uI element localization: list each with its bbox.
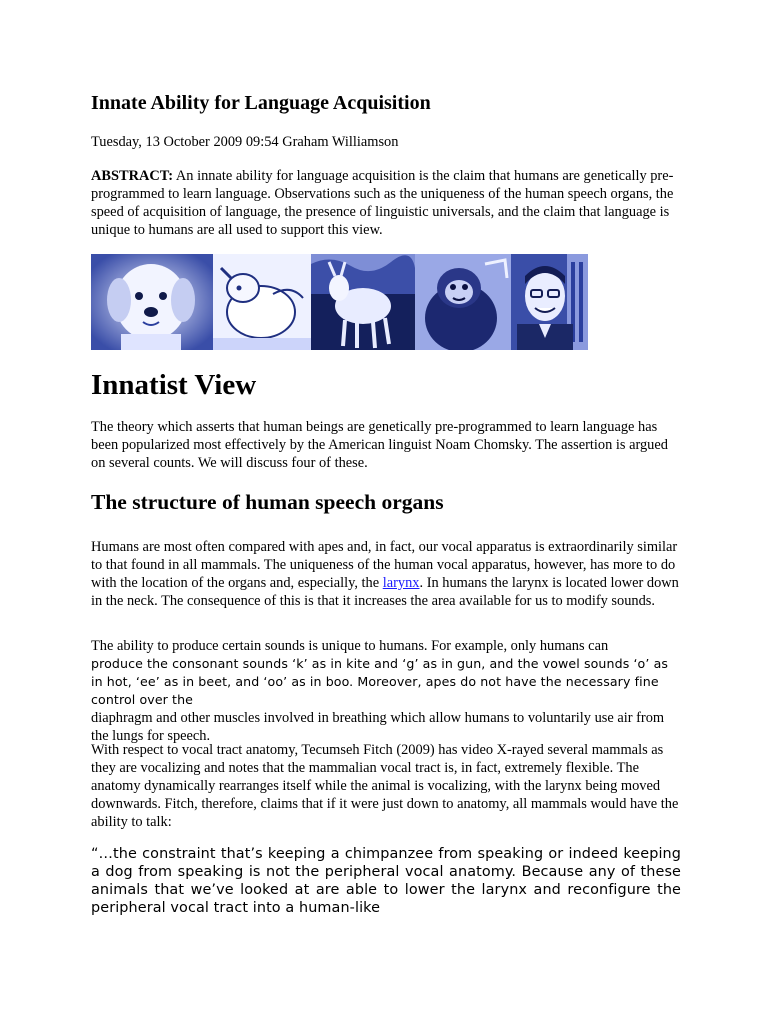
heading-innatist-view: Innatist View (91, 369, 257, 401)
speech-paragraph-3: With respect to vocal tract anatomy, Tecumseh Fitch (2009) has video X-rayed several mammals as they are vocalizing and notes that the mammalian vocal tract is, in fact, extremely flexible. The anatomy dynamically rearranges itself while the animal is vocalizing, with the larynx being moved downwards. Fitch, therefore, claims that if it were just down to anatomy, all mammals would have the ability to talk: (91, 742, 679, 830)
speech-p2-start: The ability to produce certain sounds is unique to humans. For example, only humans can (91, 638, 609, 654)
abstract-label: ABSTRACT: (91, 168, 174, 184)
speech-p2-end: diaphragm and other muscles involved in breathing which allow humans to voluntarily use air from the lungs for speech. (91, 710, 665, 744)
speech-p1-start: Humans are most often compared with apes and, in fact, our vocal apparatus is extraordinarily similar to that found in all mammals. The uniqueness of the human vocal apparatus, however, has more to do with the location of the organs and, especially, the (91, 539, 678, 591)
heading-speech-organs: The structure of human speech organs (91, 490, 444, 514)
fitch-quote: “…the constraint that’s keeping a chimpanzee from speaking or indeed keeping a dog from speaking is not the peripheral vocal anatomy. Because any of these animals that we’ve looked at are able to lower the larynx and reconfigure the peripheral vocal tract into a human-like (91, 846, 681, 916)
page-title: Innate Ability for Language Acquisition (91, 92, 431, 114)
speech-p2-middle: produce the consonant sounds ‘k’ as in kite and ‘g’ as in gun, and the vowel sounds ‘o’ as in hot, ‘ee’ as in beet, and ‘oo’ as in boo. Moreover, apes do not have the necessary fine control over the (91, 656, 669, 707)
abstract-paragraph (91, 167, 681, 239)
innatist-paragraph: The theory which asserts that human beings are genetically pre-programmed to learn language has been popularized most effectively by the American linguist Noam Chomsky. The assertion is argued on several counts. We will discuss four of these. (91, 419, 668, 471)
lamb-image (213, 254, 311, 350)
larynx-link[interactable]: larynx (382, 575, 420, 591)
speech-paragraph-1 (91, 538, 681, 610)
abstract-text: An innate ability for language acquisition is the claim that humans are genetically pre-programmed to learn language. Observations such as the uniqueness of the human speech organs, the speed of acquisition of language, the presence of linguistic universals, and the claim that language is unique to humans are all used to support this view. (91, 168, 674, 238)
man-portrait-image (511, 254, 588, 350)
monkey-image (415, 254, 511, 350)
puppy-image (91, 254, 213, 350)
speech-paragraph-2 (91, 637, 681, 745)
article-meta: Tuesday, 13 October 2009 09:54 Graham Williamson (91, 134, 399, 150)
animal-image-strip (91, 254, 588, 350)
goat-image (311, 254, 415, 350)
speech-p1-end: . In humans the larynx is located lower down in the neck. The consequence of this is that it increases the area available for us to modify sounds. (91, 575, 679, 609)
